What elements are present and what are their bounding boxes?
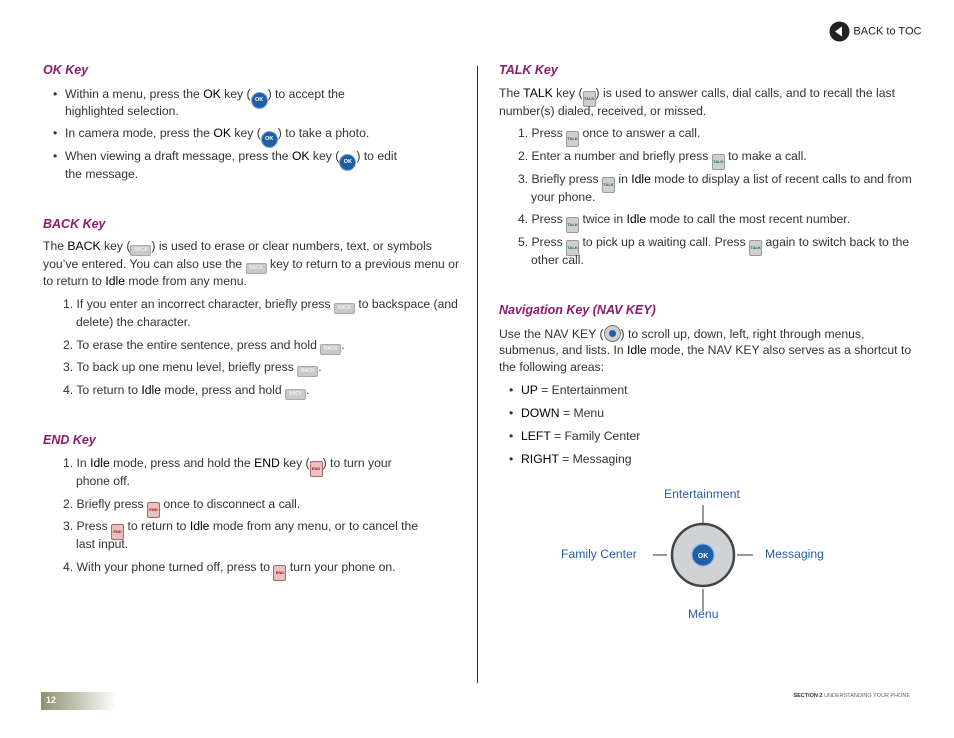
nav-key-diagram	[653, 503, 753, 613]
back-step-3: 3. To back up one menu level, briefly press BACK .	[63, 359, 322, 377]
back-key-icon: BACK	[130, 245, 151, 256]
ok-bullet-2: • In camera mode, press the OK key ( OK ) to take a photo.	[53, 125, 369, 147]
nav-intro-line-1: Use the NAV KEY ( ) to scroll up, down, left, right through menus,	[499, 327, 865, 341]
back-key-icon: BACK	[297, 366, 318, 377]
back-step-1-cont: delete) the character.	[76, 315, 191, 329]
page-number-bar	[41, 692, 117, 710]
ok-key-icon: OK	[262, 132, 277, 147]
talk-key-icon: TALK	[583, 91, 596, 107]
nav-intro-line-2: submenus, and lists. In Idle mode, the NAV KEY also serves as a shortcut to	[499, 343, 912, 357]
end-step-1: 1. In Idle mode, press and hold the END key ( END ) to turn your	[63, 455, 392, 477]
section-footer: SECTION 2 UNDERSTANDING YOUR PHONE	[793, 693, 910, 699]
back-key-icon: BACK	[334, 303, 355, 314]
nav-bullet-left: • LEFT = Family Center	[509, 429, 641, 443]
back-arrow-icon	[829, 21, 850, 42]
back-intro-line-3: to return to Idle mode from any menu.	[43, 274, 247, 288]
nav-key-icon	[604, 325, 621, 342]
ok-bullet-1-cont: highlighted selection.	[65, 104, 179, 118]
nav-key-heading: Navigation Key (NAV KEY)	[499, 303, 656, 317]
back-step-1: 1. If you enter an incorrect character, briefly press BACK to backspace (and	[63, 296, 458, 314]
talk-key-icon: TALK	[566, 240, 579, 256]
ok-key-icon: OK	[252, 93, 267, 108]
back-intro-line-2: you’ve entered. You can also use the BACK key to return to a previous menu or	[43, 256, 459, 274]
end-key-icon: END	[147, 502, 160, 518]
talk-key-icon: TALK	[602, 177, 615, 193]
talk-step-5: 5. Press TALK to pick up a waiting call. Press TALK again to switch back to the	[518, 234, 909, 256]
nav-diagram-left-label: Family Center	[561, 547, 637, 561]
nav-intro-line-3: the following areas:	[499, 360, 605, 374]
talk-intro-line-2: number(s) dialed, received, or missed.	[499, 104, 707, 118]
back-key-icon: BACK	[285, 389, 306, 400]
back-to-toc-label: BACK to TOC	[853, 25, 922, 38]
nav-diagram-ok-label: OK	[697, 553, 709, 560]
nav-diagram-right-label: Messaging	[765, 547, 824, 561]
talk-key-heading: TALK Key	[499, 63, 558, 77]
back-key-heading: BACK Key	[43, 217, 106, 231]
end-step-4: 4. With your phone turned off, press to END turn your phone on.	[63, 559, 396, 581]
ok-key-heading: OK Key	[43, 63, 89, 77]
end-step-2: 2. Briefly press END once to disconnect a call.	[63, 496, 300, 518]
ok-bullet-3-cont: the message.	[65, 167, 139, 181]
talk-step-4: 4. Press TALK twice in Idle mode to call the most recent number.	[518, 211, 850, 233]
talk-step-3: 3. Briefly press TALK in Idle mode to display a list of recent calls to and from	[518, 171, 912, 193]
nav-diagram-up-label: Entertainment	[664, 487, 740, 501]
back-step-4: 4. To return to Idle mode, press and hold BACK .	[63, 382, 309, 400]
talk-key-icon: TALK	[566, 131, 579, 147]
back-step-2: 2. To erase the entire sentence, press and hold BACK .	[63, 337, 345, 355]
back-intro-line-1: The BACK key ( BACK ) is used to erase or clear numbers, text, or symbols	[43, 238, 432, 256]
page-number: 12	[46, 695, 57, 705]
back-to-toc-link[interactable]	[829, 21, 921, 43]
nav-diagram-down-label: Menu	[688, 607, 719, 621]
end-step-3: 3. Press END to return to Idle mode from any menu, or to cancel the	[63, 518, 418, 540]
talk-step-5-cont: other call.	[531, 253, 584, 267]
talk-step-3-cont: your phone.	[531, 190, 596, 204]
end-step-1-cont: phone off.	[76, 474, 130, 488]
column-divider	[477, 66, 478, 683]
talk-step-2: 2. Enter a number and briefly press TALK to make a call.	[518, 148, 807, 170]
back-key-icon: BACK	[246, 263, 267, 274]
ok-key-icon: OK	[340, 155, 355, 170]
ok-bullet-1: • Within a menu, press the OK key ( OK ) to accept the	[53, 86, 345, 108]
end-key-icon: END	[273, 565, 286, 581]
talk-step-1: 1. Press TALK once to answer a call.	[518, 125, 700, 147]
end-key-icon: END	[310, 461, 323, 477]
ok-bullet-3: • When viewing a draft message, press the OK key ( OK ) to edit	[53, 148, 397, 170]
end-key-heading: END Key	[43, 433, 96, 447]
talk-key-icon: TALK	[712, 154, 725, 170]
talk-key-icon: TALK	[749, 240, 762, 256]
nav-bullet-down: • DOWN = Menu	[509, 406, 604, 420]
end-key-icon: END	[111, 524, 124, 540]
talk-key-icon: TALK	[566, 217, 579, 233]
nav-bullet-up: • UP = Entertainment	[509, 383, 628, 397]
back-key-icon: BACK	[320, 344, 341, 355]
end-step-3-cont: last input.	[76, 537, 129, 551]
nav-bullet-right: • RIGHT = Messaging	[509, 452, 632, 466]
talk-intro-line-1: The TALK key (TALK) is used to answer calls, dial calls, and to recall the last	[499, 85, 895, 107]
